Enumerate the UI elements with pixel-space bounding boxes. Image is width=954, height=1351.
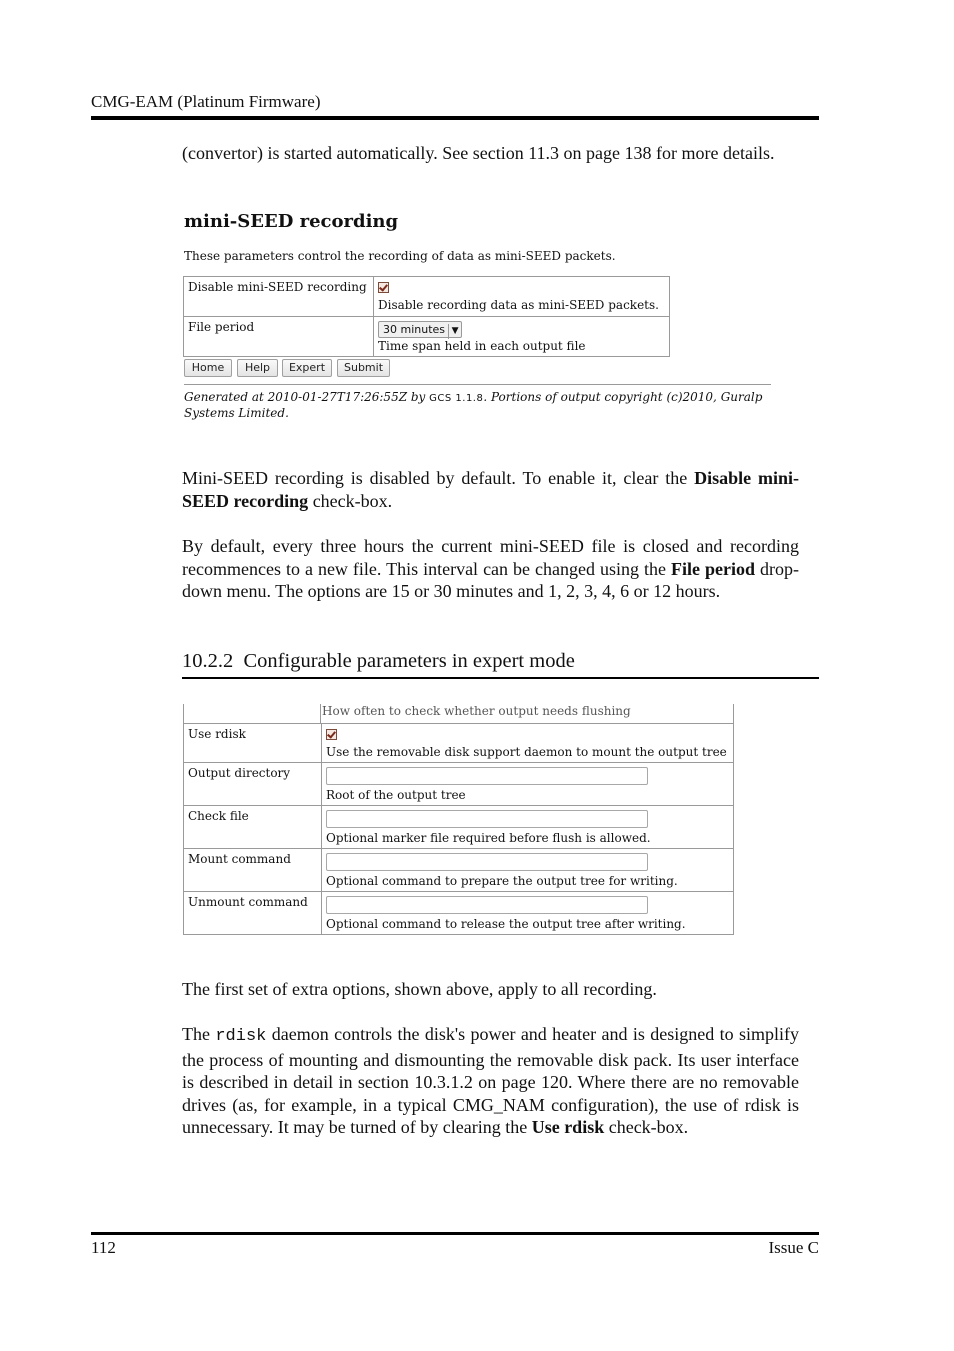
- paragraph-extra-options: The first set of extra options, shown above, apply to all recording.: [182, 979, 657, 999]
- mount-command-input[interactable]: [326, 853, 648, 871]
- row-value: [322, 892, 734, 935]
- table-row: [184, 892, 734, 935]
- mini-seed-table: [183, 276, 670, 357]
- row-label: Unmount command: [184, 892, 322, 935]
- table-row: [184, 763, 734, 806]
- row-label: File period: [184, 317, 374, 357]
- table-row: [184, 277, 670, 317]
- chevron-down-icon: ▼: [448, 324, 461, 339]
- file-period-select[interactable]: [378, 321, 462, 338]
- row-value: [322, 724, 734, 763]
- cut-off-help-text: How often to check whether output needs flushing: [322, 704, 631, 718]
- issue-label: Issue C: [768, 1238, 819, 1257]
- unmount-command-input[interactable]: [326, 896, 648, 914]
- check-file-input[interactable]: [326, 810, 648, 828]
- section-rule: [182, 677, 819, 679]
- row-help: Optional command to release the output tree after writing.: [326, 917, 686, 931]
- row-label: Disable mini-SEED recording: [184, 277, 374, 317]
- paragraph-disabled-default: Mini-SEED recording is disabled by default. To enable it, clear the Disable mini-SEED recording check-box.: [182, 468, 799, 511]
- row-label: Mount command: [184, 849, 322, 892]
- use-rdisk-checkbox[interactable]: [326, 729, 337, 740]
- running-header: CMG-EAM (Platinum Firmware): [91, 92, 321, 111]
- row-help: Root of the output tree: [326, 788, 466, 802]
- row-value: [322, 806, 734, 849]
- paragraph-rdisk: The rdisk daemon controls the disk's power and heater and is designed to simplify the process of mounting and dismounting the removable disk pack. Its user interface is described in detail in section 10.3.1.2 on page 120. Where there are no removable drives (as, for example, in a typical CMG_NAM configuration), the use of rdisk is unnecessary. It may be turned of by clearing the Use rdisk check-box.: [182, 1024, 799, 1138]
- table-row: [184, 724, 734, 763]
- footer-divider: [184, 384, 771, 385]
- page-number: 112: [91, 1238, 116, 1257]
- expert-table: [183, 723, 734, 935]
- mini-seed-heading: mini-SEED recording: [184, 211, 399, 232]
- row-label: Check file: [184, 806, 322, 849]
- output-directory-input[interactable]: [326, 767, 648, 785]
- row-value: [322, 849, 734, 892]
- mini-seed-description: These parameters control the recording of data as mini-SEED packets.: [184, 249, 616, 263]
- help-button[interactable]: Help: [237, 359, 278, 377]
- submit-button[interactable]: Submit: [337, 359, 390, 377]
- row-value: [374, 317, 670, 357]
- paragraph-file-period: By default, every three hours the current mini-SEED file is closed and recording recommences to a new file. This interval can be changed using the File period drop-down menu. The options are 15 or 30 minutes and 1, 2, 3, 4, 6 or 12 hours.: [182, 536, 799, 602]
- expert-button[interactable]: Expert: [282, 359, 332, 377]
- table-row: [184, 317, 670, 357]
- row-value: [374, 277, 670, 317]
- row-value: [322, 763, 734, 806]
- table-row: [184, 806, 734, 849]
- section-heading: 10.2.2 Configurable parameters in expert mode: [182, 650, 575, 672]
- row-label: Use rdisk: [184, 724, 322, 763]
- disable-recording-checkbox[interactable]: [378, 282, 389, 293]
- home-button[interactable]: Home: [184, 359, 232, 377]
- generated-note: Generated at 2010-01-27T17:26:55Z by GCS 1.1.8. Portions of output copyright (c)2010, Guralp Systems Limited.: [184, 390, 763, 420]
- footer-rule: [91, 1232, 819, 1235]
- row-help: Optional marker file required before flush is allowed.: [326, 831, 651, 845]
- row-help: Time span held in each output file: [378, 339, 586, 353]
- header-rule: [91, 116, 819, 120]
- row-help: Optional command to prepare the output tree for writing.: [326, 874, 678, 888]
- row-label: Output directory: [184, 763, 322, 806]
- row-help: Disable recording data as mini-SEED packets.: [378, 298, 659, 312]
- row-help: Use the removable disk support daemon to mount the output tree: [326, 745, 727, 759]
- select-value: 30 minutes: [383, 323, 446, 336]
- intro-paragraph: (convertor) is started automatically. See section 11.3 on page 138 for more details.: [182, 143, 775, 163]
- table-row: [184, 849, 734, 892]
